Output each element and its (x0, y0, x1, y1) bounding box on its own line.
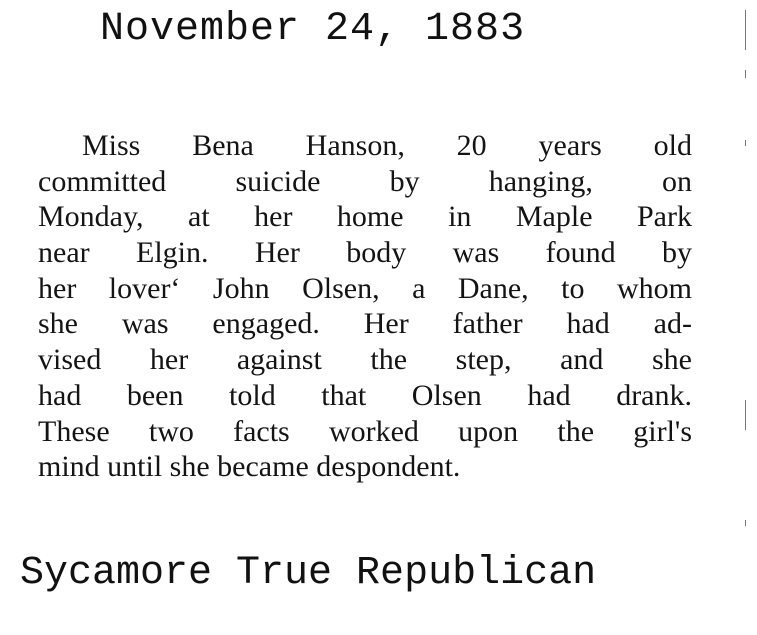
scan-speck (745, 520, 746, 526)
article-line: her lover‘ John Olsen, a Dane, to whom (38, 271, 692, 305)
article-line: vised her against the step, and she (38, 343, 692, 377)
article-line: These two facts worked upon the girl's (38, 414, 692, 448)
publication-source: Sycamore True Republican (20, 551, 597, 596)
article-line: near Elgin. Her body was found by (38, 236, 692, 270)
scan-edge-noise (744, 0, 748, 635)
article-line: she was engaged. Her father had ad- (38, 307, 692, 341)
scan-speck (745, 400, 746, 430)
article-body (38, 128, 692, 485)
article-line: Miss Bena Hanson, 20 years old (82, 129, 692, 162)
article-line: had been told that Olsen had drank. (38, 378, 692, 412)
article-line: committed suicide by hanging, on (38, 164, 692, 198)
article-line: Monday, at her home in Maple Park (38, 200, 692, 234)
article-line: mind until she became despondent. (38, 450, 461, 484)
scan-speck (745, 70, 746, 78)
scan-speck (745, 10, 746, 50)
scan-speck (745, 140, 746, 146)
date-heading: November 24, 1883 (100, 7, 526, 52)
